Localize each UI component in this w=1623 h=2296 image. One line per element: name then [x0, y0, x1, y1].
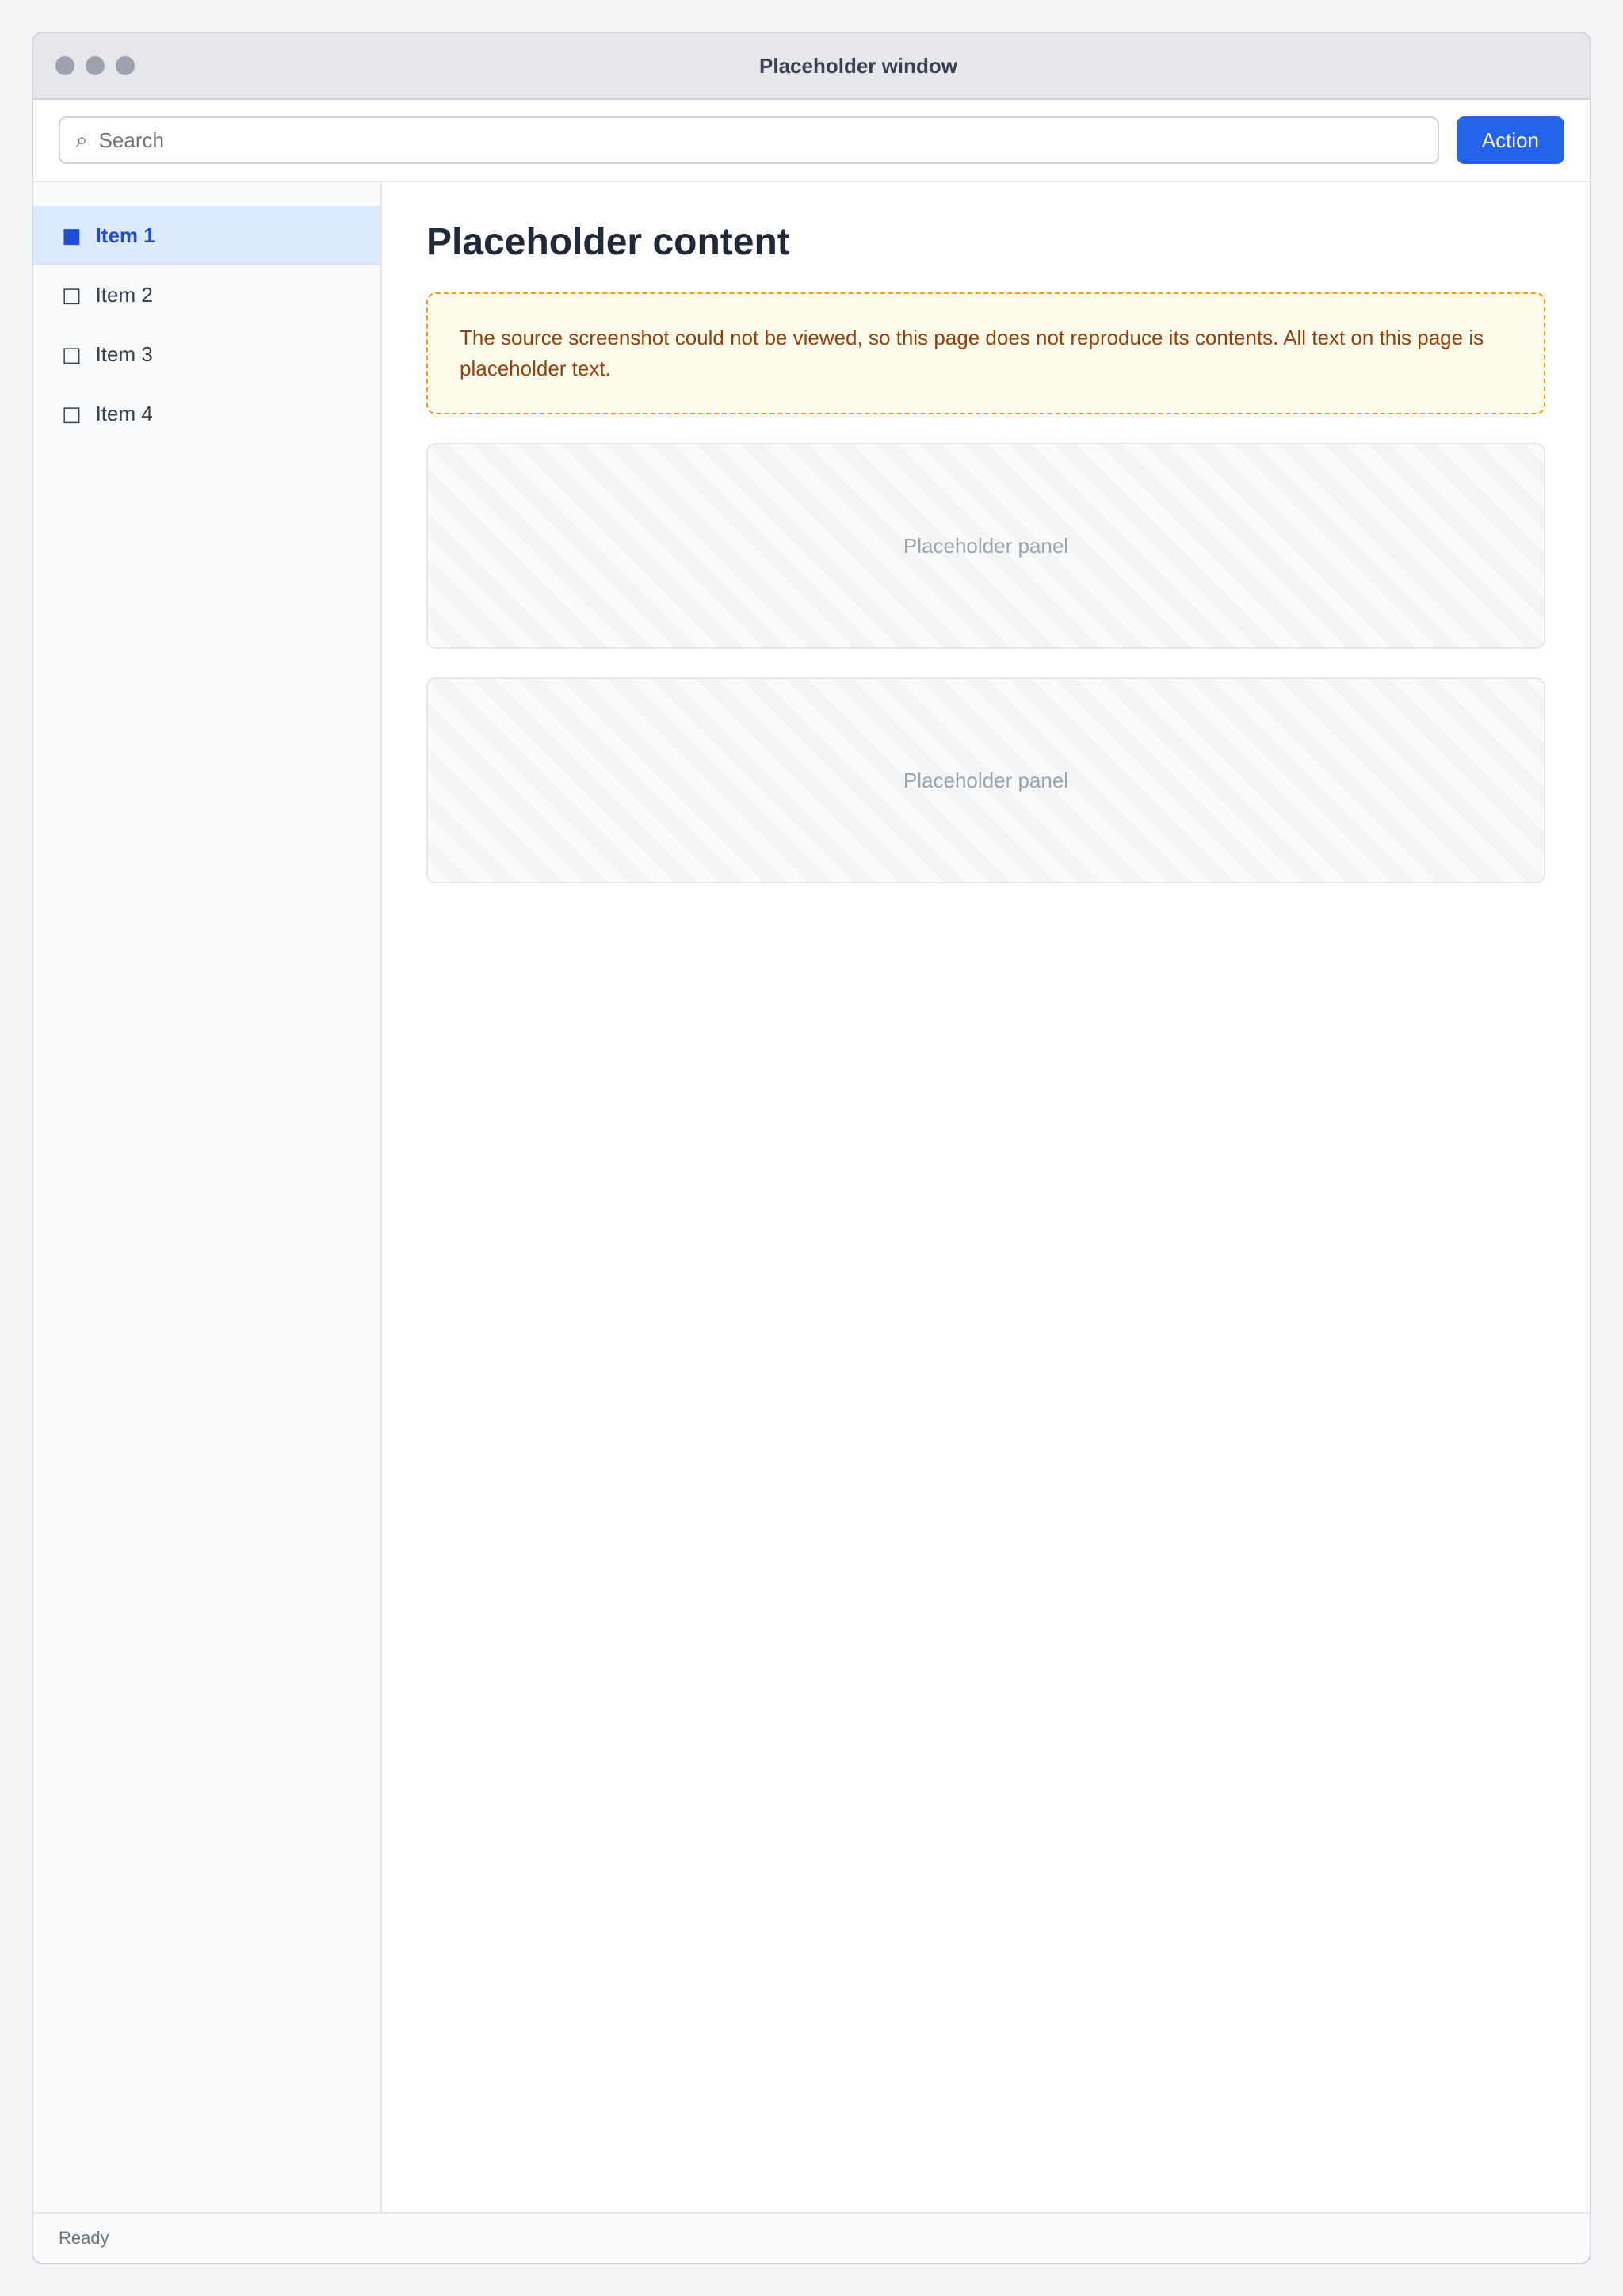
search-input[interactable] — [99, 128, 1422, 153]
placeholder-panel: Placeholder panel — [426, 677, 1545, 883]
content-area — [33, 182, 1590, 2212]
status-text: Ready — [59, 2228, 109, 2248]
app-window — [32, 32, 1591, 2264]
folder-icon: □ — [62, 402, 82, 426]
placeholder-notice: The source screenshot could not be viewed, so this page does not reproduce its contents. All text on this page is placeholder text. — [426, 292, 1545, 414]
action-button[interactable]: Action — [1457, 116, 1564, 164]
search-icon: ⌕ — [76, 128, 88, 152]
sidebar-item-2[interactable] — [33, 265, 380, 325]
sidebar-item-label: Item 1 — [95, 223, 155, 247]
folder-icon: □ — [62, 283, 82, 307]
folder-icon: ■ — [62, 223, 82, 248]
folder-icon: □ — [62, 342, 82, 367]
sidebar-item-label: Item 4 — [95, 402, 153, 425]
window-title: Placeholder window — [759, 53, 957, 78]
sidebar-item-4[interactable] — [33, 384, 380, 444]
main-panel — [382, 182, 1590, 2212]
minimize-window-button[interactable] — [86, 56, 105, 75]
title-bar — [33, 33, 1590, 100]
close-window-button[interactable] — [55, 56, 74, 75]
status-bar — [33, 2212, 1590, 2263]
placeholder-panel: Placeholder panel — [426, 443, 1545, 649]
search-box[interactable] — [59, 116, 1439, 164]
sidebar-item-label: Item 3 — [95, 342, 153, 366]
sidebar-item-label: Item 2 — [95, 283, 153, 307]
sidebar-item-3[interactable] — [33, 325, 380, 384]
maximize-window-button[interactable] — [116, 56, 135, 75]
page-title: Placeholder content — [426, 221, 790, 263]
window-controls — [55, 56, 135, 75]
toolbar — [33, 100, 1590, 182]
sidebar — [33, 182, 382, 2212]
sidebar-item-1[interactable] — [33, 206, 380, 265]
